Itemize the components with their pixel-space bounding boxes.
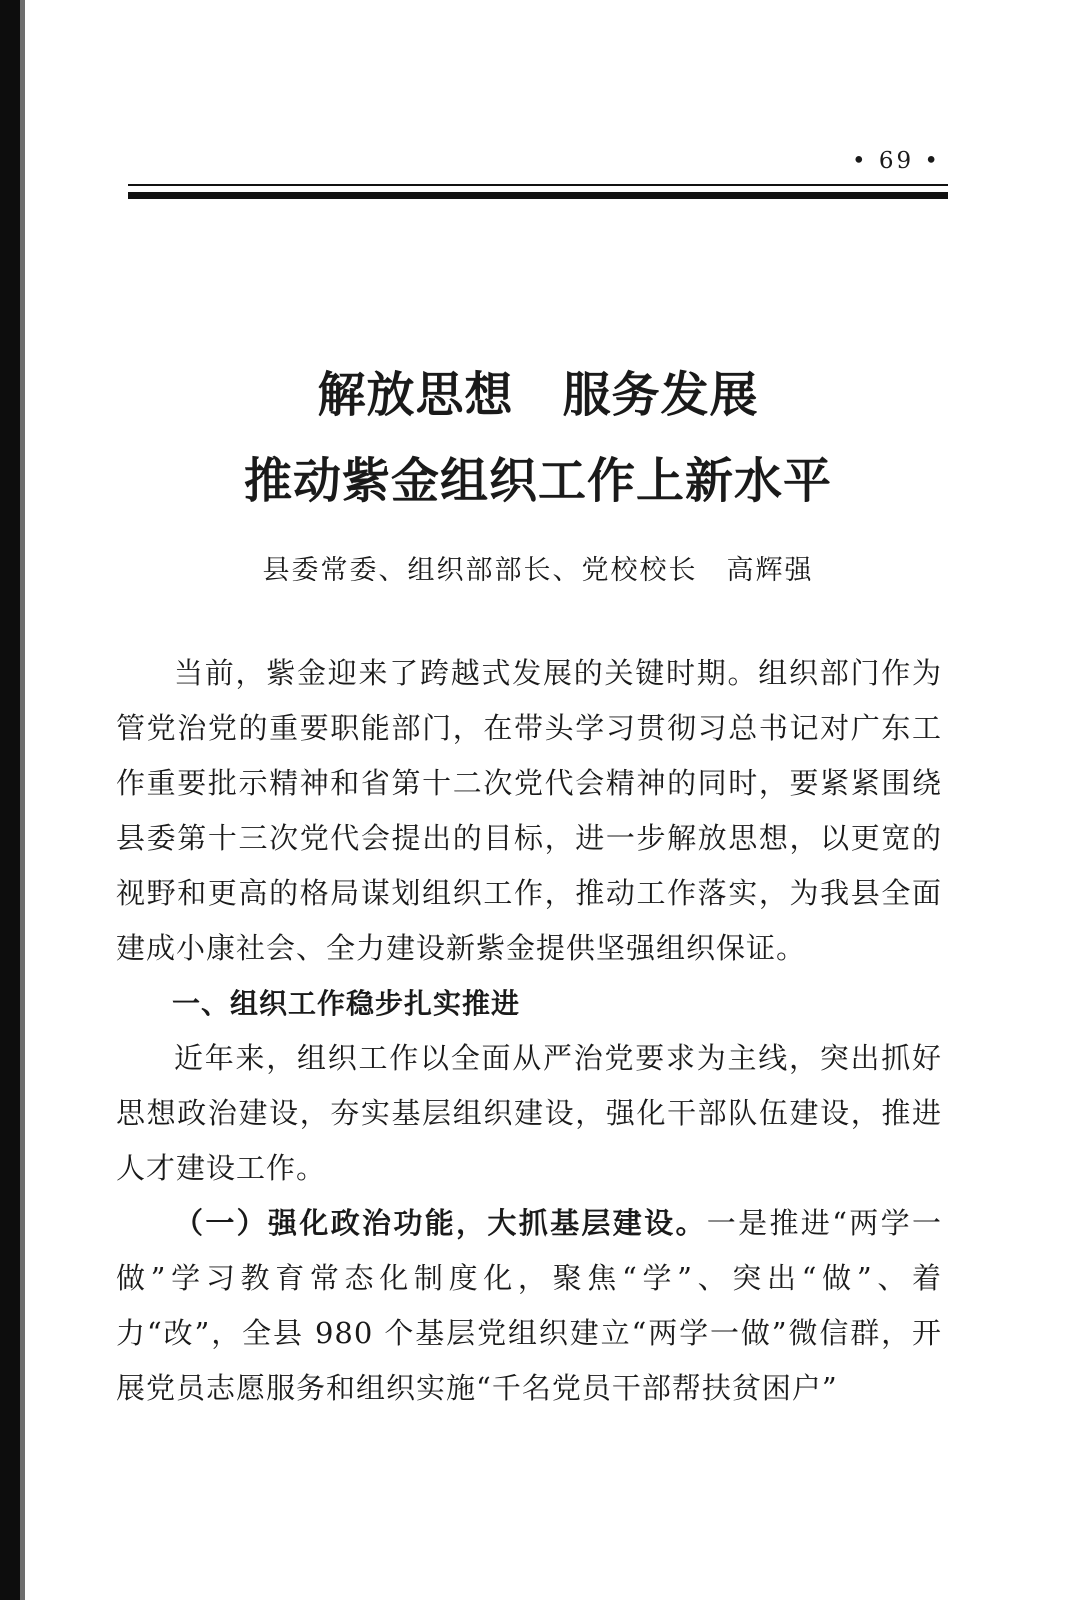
article-title [128,352,948,524]
subsection-1-lead: （一）强化政治功能，大抓基层建设。 [174,1206,707,1240]
intro-paragraph: 当前，紫金迎来了跨越式发展的关键时期。组织部门作为管党治党的重要职能部门，在带头学习贯彻习总书记对广东工作重要批示精神和省第十二次党代会精神的同时，要紧紧围绕县委第十三次党代会提出的目标，进一步解放思想，以更宽的视野和更高的格局谋划组织工作，推动工作落实，为我县全面建成小康社会、全力建设新紫金提供坚强组织保证。 [116,656,942,965]
header-rule-thick [128,192,948,199]
book-spine-shadow [0,0,20,1600]
author-byline: 县委常委、组织部部长、党校校长 高辉强 [262,555,814,586]
page-number: • 69 • [851,148,941,174]
section-1-paragraph: 近年来，组织工作以全面从严治党要求为主线，突出抓好思想政治建设，夯实基层组织建设，强化干部队伍建设，推进人才建设工作。 [116,1041,942,1185]
subsection-1-paragraph [116,1196,942,1416]
article-body [116,646,942,1416]
title-line-1: 解放思想 服务发展 [317,367,759,423]
subsection-1-text: 一是推进“两学一做”学习教育常态化制度化，聚焦“学”、突出“做”、着力“改”，全县 980 个基层党组织建立“两学一做”微信群，开展党员志愿服务和组织实施“千名党员干部帮扶贫困户” [116,1206,942,1405]
header-rule-thin [128,184,948,186]
section-heading-1: 一、组织工作稳步扎实推进 [172,987,521,1020]
book-spine-edge [20,0,25,1600]
title-line-2: 推动紫金组织工作上新水平 [243,453,832,509]
